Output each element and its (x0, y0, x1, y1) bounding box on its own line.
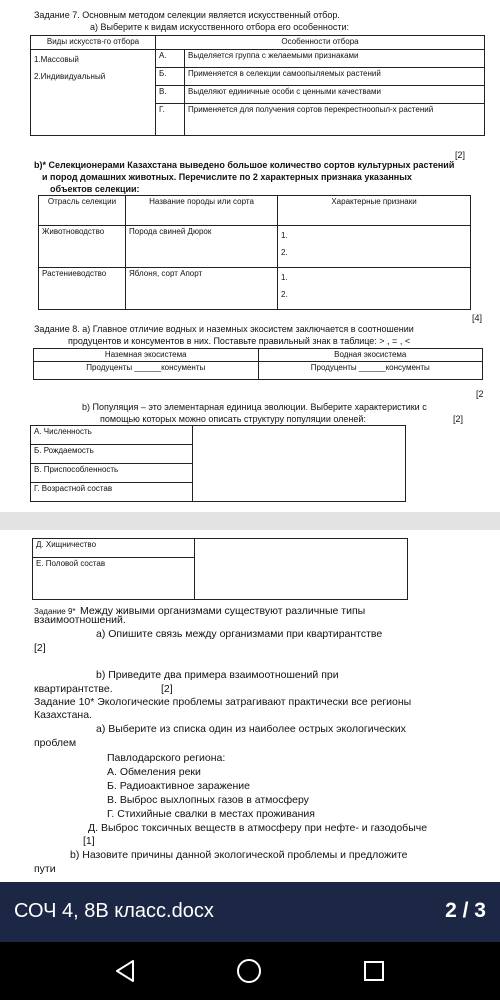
task10-b-line1: b) Назовите причины данной экологической проблемы и предложите (70, 849, 408, 861)
answer-cell (195, 539, 408, 600)
branch-livestock: Животноводство (39, 226, 126, 268)
feature-c: Выделяют единичные особи с ценными качествами (185, 86, 485, 104)
task7-b-line1: b)* Селекционерами Казахстана выведено большое количество сортов культурных растений (34, 160, 455, 170)
task9-b-line2: квартирантстве. (34, 683, 113, 695)
letter-b: Б. (156, 68, 185, 86)
feature-d: Применяется для получения сортов перекрестноопыл-х растений (185, 104, 485, 136)
task7-selection-table (30, 35, 485, 136)
table-head-features: Особенности отбора (156, 36, 485, 50)
task9-b: b) Приведите два примера взаимоотношений при (96, 669, 339, 681)
eco-land-cell: Продуценты ______консументы (34, 362, 259, 380)
task10-b-line2: пути (34, 863, 56, 875)
task7-b-line2: и пород домашних животных. Перечислите по 2 характерных признака указанных (42, 172, 412, 182)
trait-number-1: 1. (281, 231, 288, 240)
option-e: Д. Хищничество (33, 539, 195, 558)
task7-mark-a: [2] (455, 150, 466, 160)
task10-option-e: Д. Выброс токсичных веществ в атмосферу при нефте- и газодобыче (88, 822, 428, 834)
page-indicator: 2 / 3 (445, 899, 486, 922)
task9-title-line2: взаимоотношений. (34, 614, 126, 626)
recent-apps-icon[interactable] (362, 959, 386, 983)
task9-label: Задание 9* (34, 607, 76, 616)
breed-duroc: Порода свиней Дюрок (126, 226, 278, 268)
task9-a: а) Опишите связь между организмами при квартирантстве (96, 628, 383, 640)
task8-mark-a: [2 (476, 389, 484, 399)
letter-a: А. (156, 50, 185, 68)
eco-water-cell: Продуценты ______консументы (258, 362, 483, 380)
task8-population-table-1 (30, 425, 406, 502)
breeds-head-traits: Характерные признаки (278, 196, 471, 226)
task9-b-mark: [2] (161, 683, 173, 695)
type-mass: 1.Массовый (34, 55, 79, 64)
task10-option-d: Г. Стихийные свалки в местах проживания (107, 808, 315, 820)
variety-aport: Яблоня, сорт Апорт (126, 268, 278, 310)
task10-title-line2: Казахстана. (34, 709, 92, 721)
page-separator (0, 512, 500, 530)
task8-line1: Задание 8. а) Главное отличие водных и наземных экосистем заключается в соотношении (34, 324, 414, 334)
table-head-types: Виды искусств-го отбора (31, 36, 156, 50)
task10-option-b: Б. Радиоактивное заражение (107, 780, 250, 792)
traits-plants (278, 268, 471, 310)
answer-cell (193, 426, 406, 502)
document-page-2 (0, 530, 500, 882)
breeds-head-name: Название породы или сорта (126, 196, 278, 226)
trait-number-2: 2. (281, 290, 288, 299)
task10-a-line1: а) Выберите из списка один из наиболее острых экологических (96, 723, 406, 735)
option-c: В. Приспособленность (31, 464, 193, 483)
feature-b: Применяется в селекции самоопыляемых растений (185, 68, 485, 86)
task9-a-mark: [2] (34, 642, 46, 654)
eco-head-land: Наземная экосистема (34, 349, 259, 362)
branch-plants: Растениеводство (39, 268, 126, 310)
task8-population-table-2 (32, 538, 408, 600)
file-name: СОЧ 4, 8В класс.docx (14, 900, 214, 922)
trait-number-1: 1. (281, 273, 288, 282)
letter-d: Г. (156, 104, 185, 136)
option-d: Г. Возрастной состав (31, 483, 193, 502)
android-nav-bar (0, 942, 500, 1000)
traits-livestock (278, 226, 471, 268)
eco-head-water: Водная экосистема (258, 349, 483, 362)
selection-types-cell (31, 50, 156, 136)
task9-title-text: Между живыми организмами существуют различные типы (79, 605, 366, 617)
option-b: Б. Рождаемость (31, 445, 193, 464)
task8-line2: продуцентов и консументов в них. Поставьте правильный знак в таблице: > , = , < (68, 336, 411, 346)
task10-option-a: А. Обмеления реки (107, 766, 201, 778)
task10-a-line2: проблем (34, 737, 77, 749)
task8-ecosystem-table (33, 348, 483, 380)
task8-b-line1: b) Популяция – это элементарная единица эволюции. Выберите характеристики с (82, 402, 427, 412)
home-icon[interactable] (236, 958, 262, 984)
breeds-head-branch: Отрасль селекции (39, 196, 126, 226)
task10-a-mark: [1] (83, 835, 95, 847)
viewer-chrome (0, 882, 500, 1000)
task10-title: Задание 10* Экологические проблемы затрагивают практически все регионы (34, 696, 412, 708)
task7-a-prompt: а) Выберите к видам искусственного отбора его особенности: (90, 22, 350, 32)
task7-mark-b: [4] (472, 313, 483, 323)
trait-number-2: 2. (281, 248, 288, 257)
task10-region: Павлодарского региона: (107, 752, 226, 764)
option-f: Е. Половой состав (33, 558, 195, 600)
type-individual: 2.Индивидуальный (34, 72, 106, 81)
document-info-bar (0, 882, 500, 942)
feature-a: Выделяется группа с желаемыми признаками (185, 50, 485, 68)
task8-b-line2: помощью которых можно описать структуру популяции оленей: (100, 414, 366, 424)
task7-title: Задание 7. Основным методом селекции является искусственный отбор. (34, 10, 340, 20)
task8-b-mark: [2] (453, 414, 464, 424)
task7-breeds-table (38, 195, 471, 310)
option-a: А. Численность (31, 426, 193, 445)
back-icon[interactable] (113, 958, 137, 984)
task7-b-line3: объектов селекции: (50, 184, 140, 194)
task10-option-c: В. Выброс выхлопных газов в атмосферу (107, 794, 309, 806)
letter-c: В. (156, 86, 185, 104)
